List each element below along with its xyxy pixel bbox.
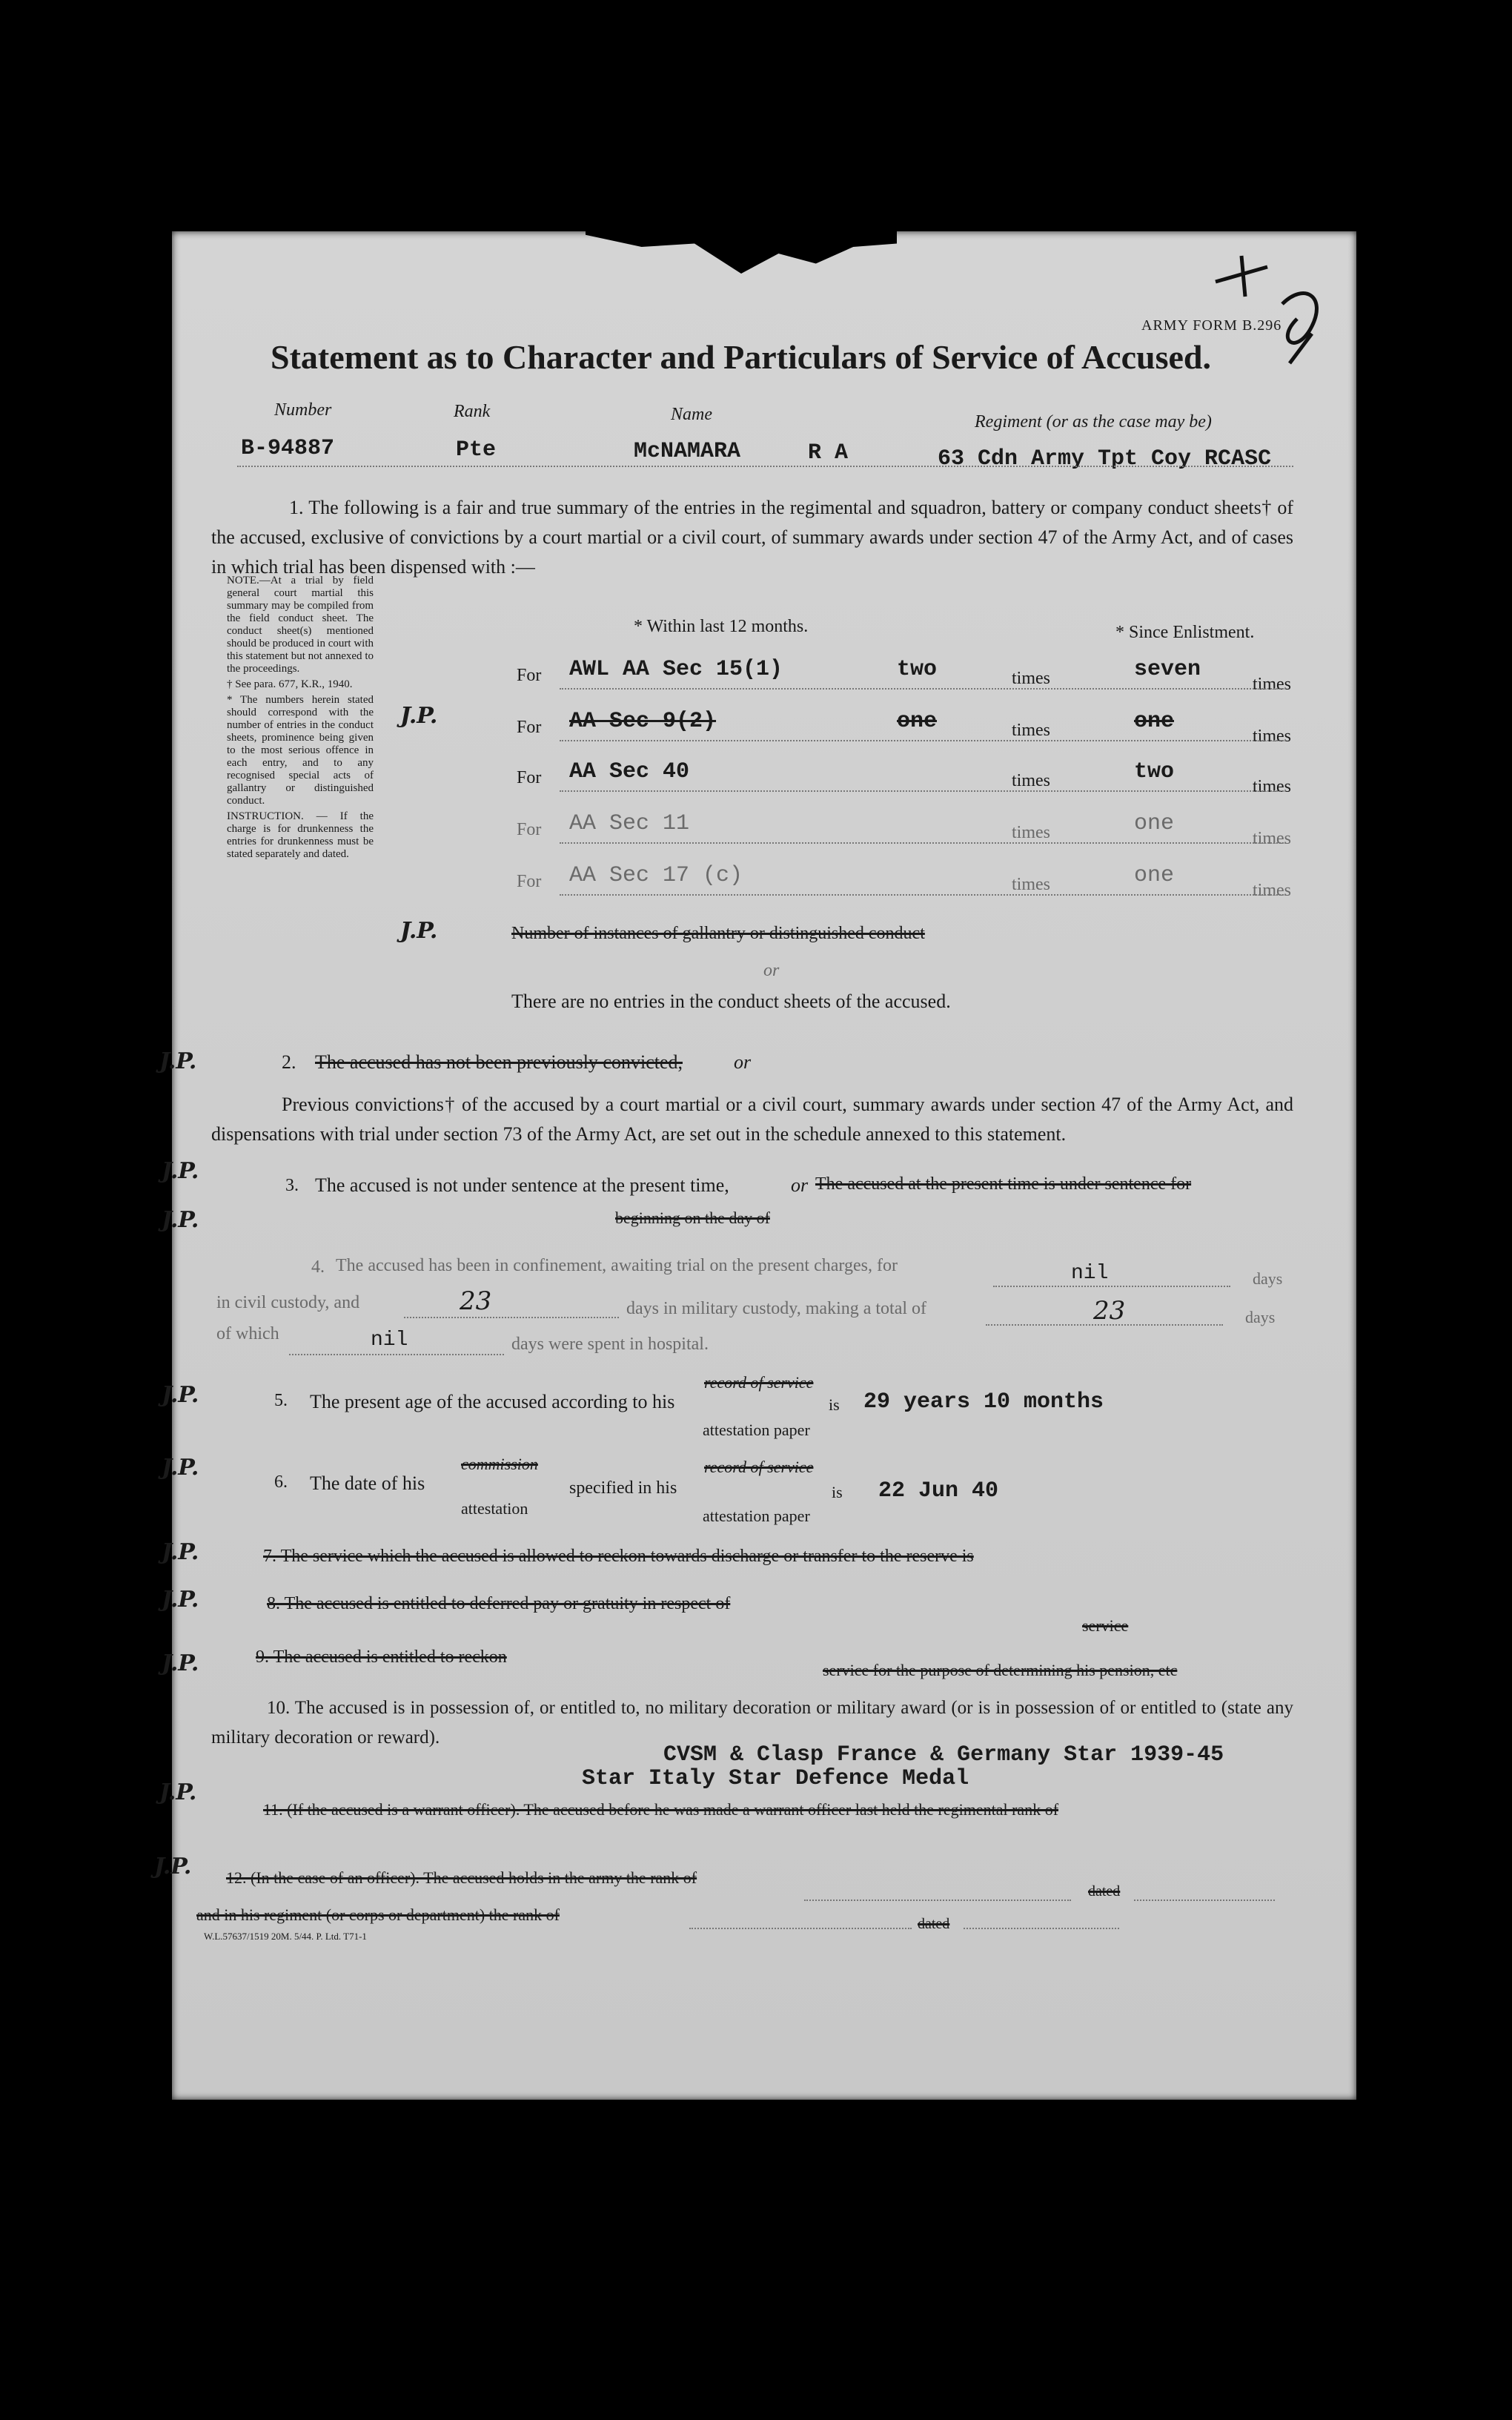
section-9-struck: 9. The accused is entitled to reckon: [256, 1647, 507, 1667]
section-6-text-b: specified in his: [569, 1478, 677, 1498]
since-enlistment-count: seven: [1134, 657, 1201, 682]
section-4-days-2: days: [1245, 1308, 1276, 1326]
header-rule: [237, 466, 1293, 467]
note-instruction: INSTRUCTION. — If the charge is for drunkenness the entries for drunkenness must be stated separately and dated.: [227, 810, 374, 860]
section-4-days-1: days: [1253, 1269, 1283, 1288]
section-6-struck-word: commission: [461, 1455, 538, 1473]
section-3-num: 3.: [285, 1176, 299, 1195]
offence-value: AA Sec 17 (c): [569, 863, 743, 888]
section-12-line-1: [804, 1900, 1071, 1901]
note-text: NOTE.—At a trial by field general court martial this summary may be compiled from the field conduct sheet. The conduct sheet(s) mentioned should be produced in court with this statement but not annexed to the proceedings.: [227, 575, 374, 675]
times-label: times: [1253, 829, 1291, 848]
section-3-text: The accused is not under sentence at the present time,: [315, 1174, 729, 1196]
times-label: times: [1253, 727, 1291, 746]
for-label: For: [517, 666, 542, 685]
times-label: times: [1253, 881, 1291, 900]
section-7-struck: 7. The service which the accused is allowed to reckon towards discharge or transfer to the reserve is: [263, 1547, 974, 1566]
section-4-text-d: of which: [216, 1324, 279, 1343]
initials-mark-7: J.P.: [162, 1539, 199, 1565]
column-within-12-months: * Within last 12 months.: [634, 617, 809, 636]
marginal-note: [227, 575, 374, 861]
section-4-num: 4.: [311, 1257, 325, 1277]
section-6-doc: attestation paper: [703, 1507, 810, 1525]
section-6-word: attestation: [461, 1499, 528, 1518]
corner-handwriting: [1201, 252, 1349, 371]
footer-code: W.L.57637/1519 20M. 5/44. P. Ltd. T71-1: [204, 1931, 367, 1942]
civil-days-line: [993, 1286, 1230, 1287]
section-12-struck-b: and in his regiment (or corps or department) the rank of: [196, 1905, 560, 1924]
awards-line-1: CVSM & Clasp France & Germany Star 1939-45: [663, 1742, 1224, 1768]
section-2-text: Previous convictions† of the accused by a court martial or a civil court, summary awards under section 47 of the Army Act, and dispensations with trial under section 73 of the Army Act, are set out in the schedule annexed to this statement.: [211, 1094, 1293, 1145]
initials-mark-row: J.P.: [400, 703, 438, 729]
military-days-line: [404, 1317, 619, 1318]
section-12-struck: 12. (In the case of an officer). The accused holds in the army the rank of: [226, 1868, 697, 1887]
initials-mark-11: J.P.: [159, 1779, 197, 1805]
section-4-text-e: days were spent in hospital.: [511, 1335, 709, 1354]
for-label: For: [517, 820, 542, 839]
initials-mark-3b: J.P.: [162, 1207, 199, 1233]
note-star: * The numbers herein stated should correspond with the number of entries in the conduct sheets, prominence being given to the most serious offence in each entry, and to any recognised special acts of gallantry or distinguished conduct.: [227, 694, 374, 807]
rank-value: Pte: [456, 437, 497, 463]
section-3-or: or: [791, 1174, 809, 1196]
section-12-line-2: [1134, 1900, 1275, 1901]
section-3-struck: The accused at the present time is under sentence for: [815, 1174, 1192, 1194]
initials-mark-9: J.P.: [162, 1650, 199, 1676]
within-12-months-count: two: [897, 657, 938, 682]
section-12-dated-2: dated: [918, 1916, 950, 1932]
section-2-struck: The accused has not been previously convicted,: [315, 1051, 683, 1073]
section-6-struck-doc: record of service: [704, 1458, 814, 1476]
section-12-line-3: [689, 1928, 912, 1929]
offence-value: AA Sec 40: [569, 759, 690, 784]
awards-line-2: Star Italy Star Defence Medal: [582, 1766, 969, 1791]
military-custody-days: 23: [460, 1286, 492, 1316]
conduct-row-line: [560, 842, 1286, 844]
section-5-text: The present age of the accused according to his: [310, 1391, 675, 1412]
section-9-tail: service for the purpose of determining his pension, etc: [823, 1661, 1178, 1679]
no-entries-text: There are no entries in the conduct sheets of the accused.: [511, 991, 951, 1012]
section-11-struck: 11. (If the accused is a warrant officer). The accused before he was made a warrant officer last held the regimental rank of: [263, 1800, 1059, 1819]
times-label: times: [1012, 875, 1050, 894]
times-label: times: [1253, 777, 1291, 796]
initials-mark-2: J.P.: [159, 1048, 197, 1074]
total-days-line: [986, 1324, 1223, 1326]
since-enlistment-count: one: [1134, 709, 1175, 734]
section-6-num: 6.: [274, 1472, 288, 1492]
times-label: times: [1012, 823, 1050, 842]
within-12-months-count: one: [897, 709, 938, 734]
hospital-days-line: [289, 1354, 504, 1355]
since-enlistment-count: two: [1134, 759, 1175, 784]
offence-value: AWL AA Sec 15(1): [569, 657, 783, 682]
times-label: times: [1253, 675, 1291, 694]
initials-mark-3a: J.P.: [162, 1158, 199, 1184]
initials-value: R A: [808, 440, 849, 466]
regiment-label: Regiment (or as the case may be): [975, 412, 1212, 432]
initials-mark-gallantry: J.P.: [400, 918, 438, 944]
page-title: Statement as to Character and Particulars of Service of Accused.: [271, 338, 1211, 376]
age-value: 29 years 10 months: [863, 1389, 1104, 1415]
total-custody-days: 23: [1093, 1296, 1126, 1326]
section-10-text: 10. The accused is in possession of, or entitled to, no military decoration or military award (or is in possession of or entitled to (state any military decoration or reward).: [211, 1698, 1293, 1748]
conduct-row-line: [560, 688, 1286, 690]
section-2-or: or: [734, 1051, 752, 1073]
form-number: ARMY FORM B.296: [1141, 317, 1282, 334]
hospital-days: nil: [371, 1329, 408, 1352]
section-1-or: or: [763, 961, 780, 980]
section-8-struck: 8. The accused is entitled to deferred pay or gratuity in respect of: [267, 1594, 731, 1613]
times-label: times: [1012, 721, 1050, 740]
note-dagger: † See para. 677, K.R., 1940.: [227, 678, 353, 690]
section-2-num: 2.: [282, 1051, 296, 1073]
since-enlistment-count: one: [1134, 811, 1175, 836]
section-8-tail: service: [1082, 1616, 1129, 1635]
for-label: For: [517, 872, 542, 891]
section-3-struck-2: beginning on the day of: [615, 1209, 770, 1227]
offence-value: AA Sec 9(2): [569, 709, 717, 734]
section-4-text-c: days in military custody, making a total of: [626, 1299, 927, 1318]
for-label: For: [517, 718, 542, 737]
conduct-row-line: [560, 894, 1286, 896]
initials-mark-8: J.P.: [162, 1587, 199, 1613]
civil-custody-days: nil: [1071, 1262, 1109, 1285]
section-5-is: is: [829, 1395, 840, 1414]
section-12-dated: dated: [1088, 1883, 1121, 1900]
number-label: Number: [274, 400, 332, 420]
section-12-line-4: [964, 1928, 1119, 1929]
name-label: Name: [671, 405, 712, 424]
initials-mark-12: J.P.: [154, 1854, 192, 1880]
section-6-text-a: The date of his: [310, 1472, 425, 1494]
section-6-is: is: [832, 1483, 843, 1501]
initials-mark-6: J.P.: [162, 1455, 199, 1481]
regiment-value: 63 Cdn Army Tpt Coy RCASC: [938, 446, 1272, 472]
conduct-row-line: [560, 790, 1286, 792]
service-number: B-94887: [241, 436, 335, 461]
section-4-text-b: in civil custody, and: [216, 1293, 360, 1312]
column-since-enlistment: * Since Enlistment.: [1115, 623, 1255, 642]
section-1-text: 1. The following is a fair and true summary of the entries in the regimental and squadron, battery or company conduct sheets† of the accused, exclusive of convictions by a court martial or a civil court, of summary awards under section 47 of the Army Act, and of cases in which trial has been dispensed with :—: [211, 497, 1293, 578]
for-label: For: [517, 768, 542, 787]
since-enlistment-count: one: [1134, 863, 1175, 888]
gallantry-struck: Number of instances of gallantry or distinguished conduct: [511, 924, 925, 943]
section-5-struck-doc: record of service: [704, 1373, 814, 1392]
surname-value: McNAMARA: [634, 439, 741, 464]
times-label: times: [1012, 669, 1050, 688]
times-label: times: [1012, 771, 1050, 790]
conduct-row-line: [560, 740, 1286, 741]
initials-mark-5: J.P.: [162, 1382, 199, 1408]
rank-label: Rank: [454, 402, 491, 421]
offence-value: AA Sec 11: [569, 811, 690, 836]
section-5-doc: attestation paper: [703, 1421, 810, 1439]
section-5-num: 5.: [274, 1391, 288, 1410]
section-4-text-a: The accused has been in confinement, awaiting trial on the present charges, for: [336, 1256, 898, 1275]
attestation-date: 22 Jun 40: [878, 1478, 999, 1504]
